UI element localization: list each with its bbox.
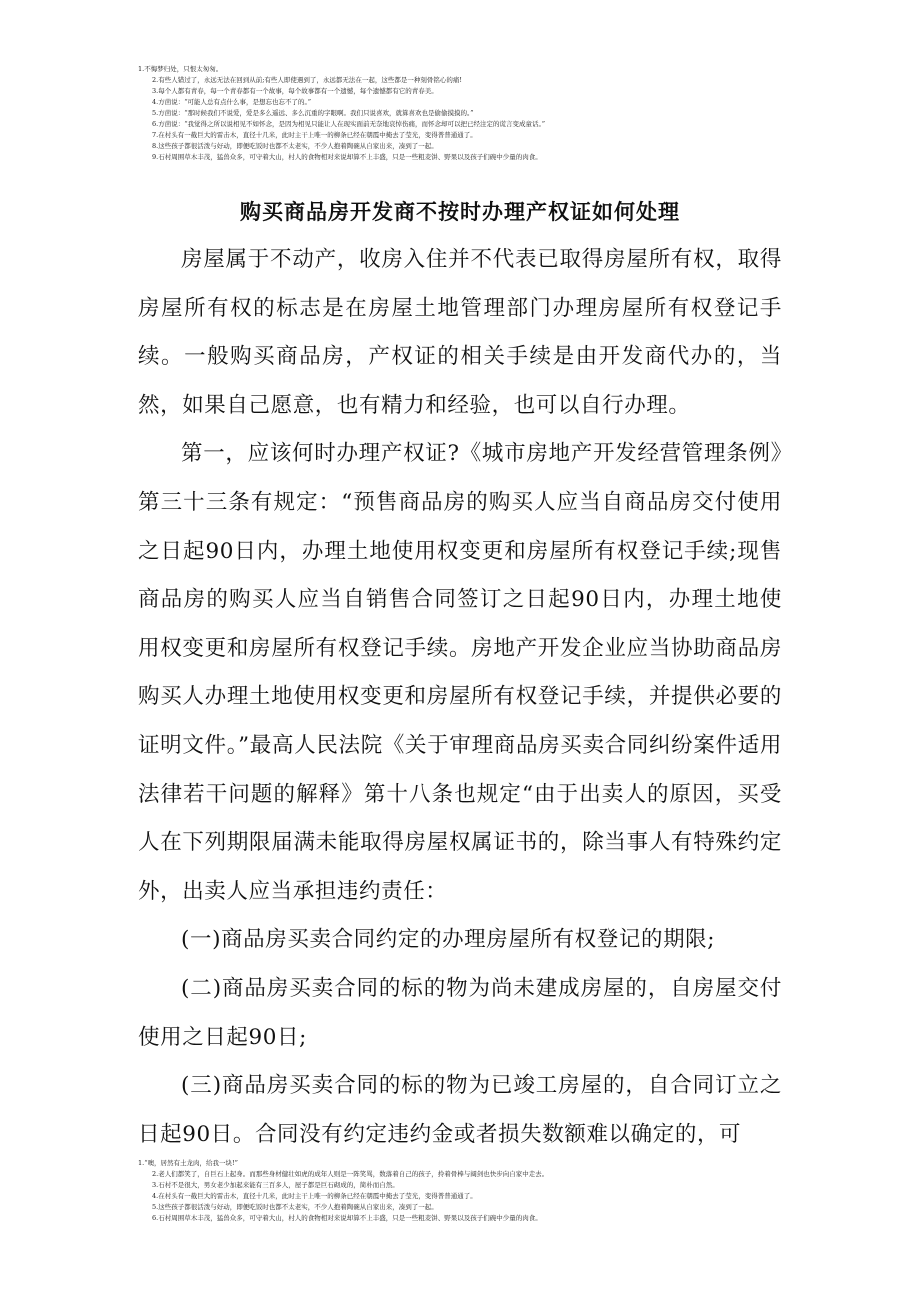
bottom-note: 2.老人们都笑了，自巨石上起身。而那些身材健壮如虎的成年人则是一阵笑骂，数落着自己的孩子，拎着骨棒与阔剑也快步向自家中走去。 [152,1170,549,1178]
document-body [138,236,782,1159]
top-note: 3.每个人都有青春，每一个青春都有一个故事，每个故事都有一个遗憾，每个遗憾都有它的青春美。 [152,87,438,95]
top-note: 6.方茴说：“我觉得之所以说相见不如怀念，是因为相见只能让人在现实面前无奈地哀悼伤痛，而怀念却可以把已经注定的谎言变成童话。” [152,120,546,128]
top-note: 7.在村头有一截巨大的雷击木，直径十几米，此时主干上唯一的柳条已经在朝霞中掩去了莹光，变得普普通通了。 [152,131,477,139]
body-paragraph: (二)商品房买卖合同的标的物为尚未建成房屋的，自房屋交付使用之日起90日; [138,975,782,1050]
top-note: 1.不悔梦归处，只恨太匆匆。 [138,65,223,73]
bottom-notes [138,1158,798,1224]
bottom-note: 3.石村不是很大，男女老少加起来能有三百多人，屋子都是巨石砌成的，简朴而自然。 [152,1181,399,1189]
body-paragraph: (三)商品房买卖合同的标的物为已竣工房屋的，自合同订立之日起90日。合同没有约定违约金或者损失数额难以确定的，可 [138,1073,782,1147]
bottom-note: 4.在村头有一截巨大的雷击木，直径十几米，此时主干上唯一的柳条已经在朝霞中掩去了莹光，变得普普通通了。 [152,1192,477,1200]
document-title: 购买商品房开发商不按时办理产权证如何处理 [240,200,680,224]
top-note: 4.方茴说：“可能人总有点什么事，是想忘也忘不了的。” [152,98,312,106]
top-note: 8.这些孩子都很活泼与好动，即便吃饭时也都不太老实，不少人抱着陶碗从自家出来，凑到了一起。 [152,142,438,150]
body-paragraph: 第一，应该何时办理产权证?《城市房地产开发经营管理条例》第三十三条有规定：“预售商品房的购买人应当自商品房交付使用之日起90日内，办理土地使用权变更和房屋所有权登记手续;现售商品房的购买人应当自销售合同签订之日起90日内，办理土地使用权变更和房屋所有权登记手续。房地产开发企业应当协助商品房购买人办理土地使用权变更和房屋所有权登记手续，并提供必要的证明文件。”最高人民法院《关于审理商品房买卖合同纠纷案件适用法律若干问题的解释》第十八条也规定“由于出卖人的原因，买受人在下列期限届满未能取得房屋权属证书的，除当事人有特殊约定外，出卖人应当承担违约责任： [138,441,782,904]
top-note: 9.石村周围草木丰茂，猛兽众多，可守着大山，村人的食物相对来说却算不上丰盛，只是一些粗麦饼、野果以及孩子们碗中少量的肉食。 [152,153,542,161]
body-paragraph: (一)商品房买卖合同约定的办理房屋所有权登记的期限; [181,927,716,953]
bottom-note: 5.这些孩子都很活泼与好动，即便吃饭时也都不太老实，不少人抱着陶碗从自家出来，凑到了一起。 [152,1203,438,1211]
bottom-note: 6.石村周围草木丰茂，猛兽众多，可守着大山，村人的食物相对来说却算不上丰盛，只是一些粗麦饼、野果以及孩子们碗中少量的肉食。 [152,1214,542,1222]
body-paragraph: 房屋属于不动产，收房入住并不代表已取得房屋所有权，取得房屋所有权的标志是在房屋土地管理部门办理房屋所有权登记手续。一般购买商品房，产权证的相关手续是由开发商代办的，当然，如果自己愿意，也有精力和经验，也可以自行办理。 [138,247,782,418]
bottom-note: 1.“噢，居然有土龙肉，给我一块!” [138,1159,238,1167]
top-notes [138,64,798,163]
top-note: 2.有些人错过了，永远无法在回到从前;有些人即使遇到了，永远都无法在一起，这些都是一种刻骨铭心的痛! [152,76,463,84]
top-note: 5.方茴说：“那时候我们不说爱，爱是多么遥远、多么沉重的字眼啊。我们只说喜欢，就算喜欢也是偷偷摸摸的。” [152,109,474,117]
